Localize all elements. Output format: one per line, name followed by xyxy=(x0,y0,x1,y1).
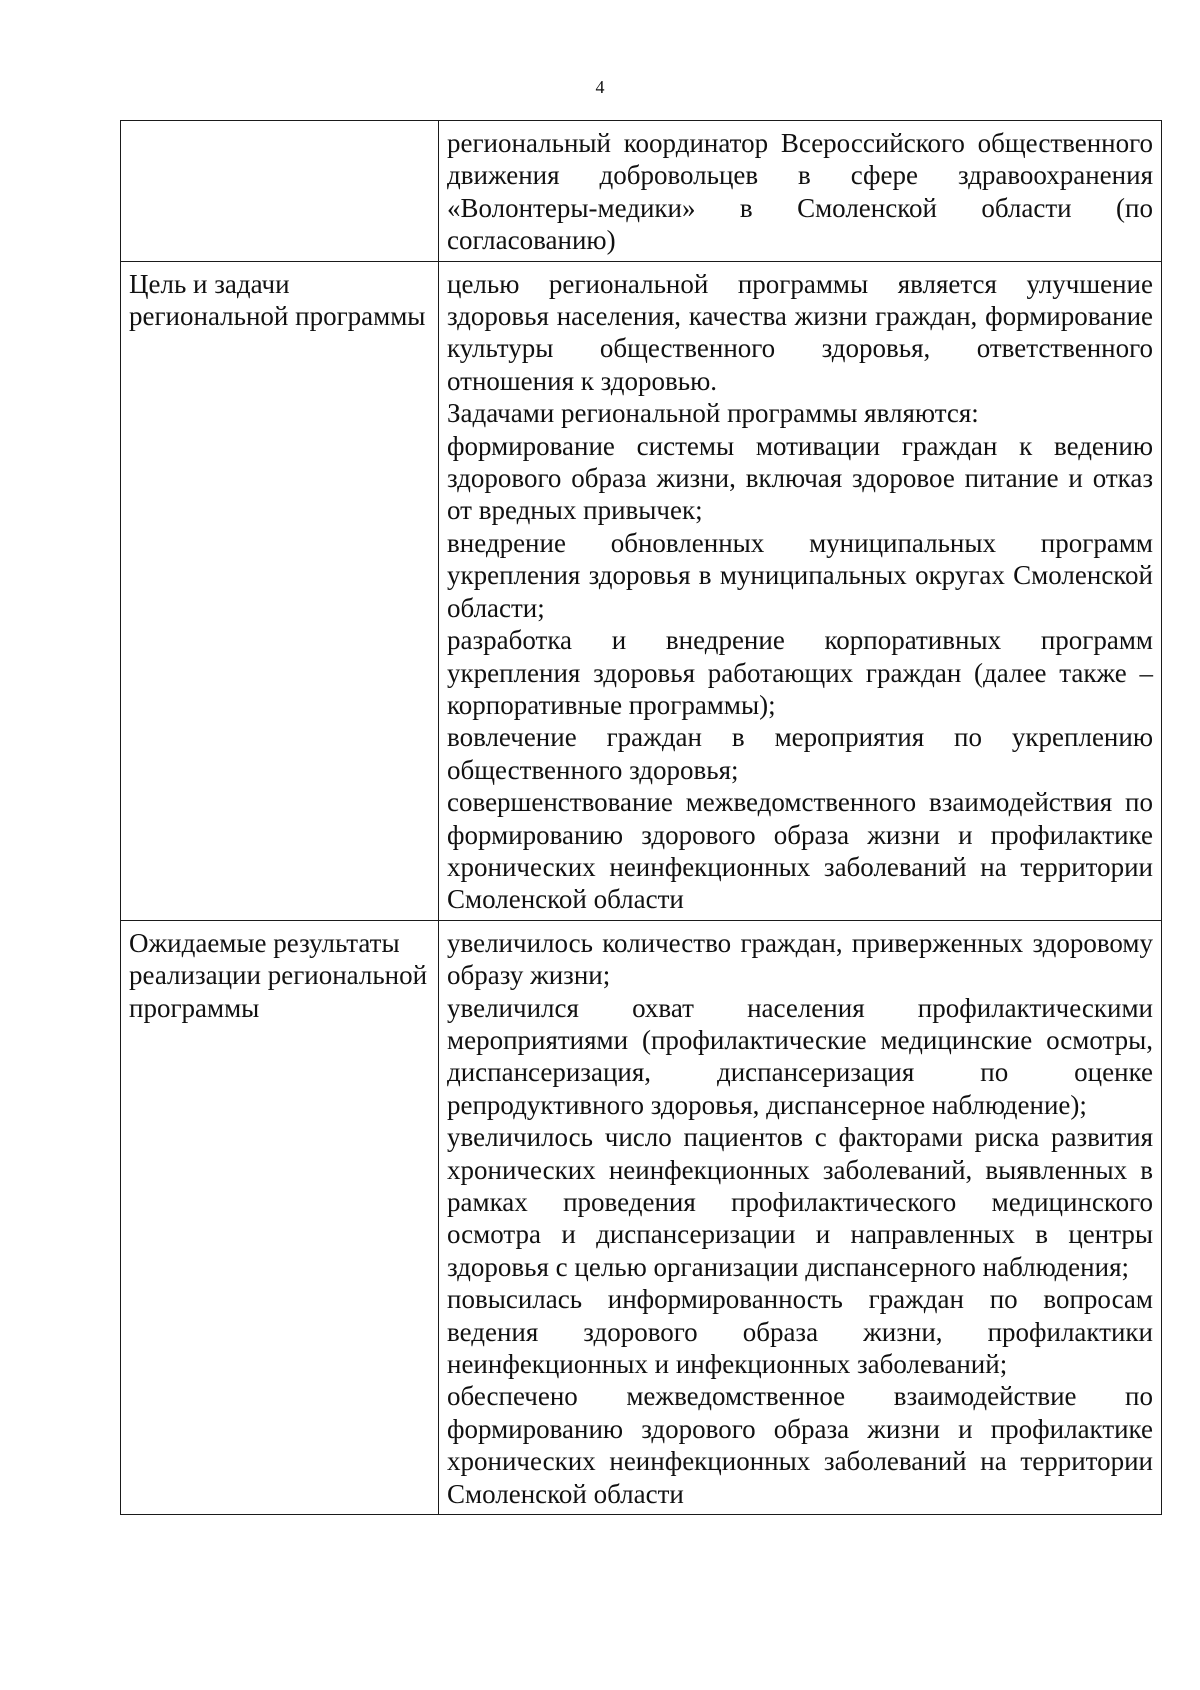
task-item: внедрение обновленных муниципальных программ укрепления здоровья в муниципальных округах Смоленской области; xyxy=(447,527,1153,623)
row-label-results: Ожидаемые результаты реализации региональной программы xyxy=(121,920,439,1514)
task-item: разработка и внедрение корпоративных программ укрепления здоровья работающих граждан (далее также – корпоративные программы); xyxy=(447,625,1153,720)
result-item: увеличилось число пациентов с факторами риска развития хронических неинфекционных заболеваний, выявленных в рамках проведения профилактического медицинского осмотра и диспансеризации и направленных в центры здоровья с целью организации диспансерного наблюдения; xyxy=(447,1122,1153,1282)
task-item: вовлечение граждан в мероприятия по укреплению общественного здоровья; xyxy=(447,722,1153,785)
table-row xyxy=(121,121,1162,262)
task-item: совершенствование межведомственного взаимодействия по формированию здорового образа жизни и профилактике хронических неинфекционных заболеваний на территории Смоленской области xyxy=(447,787,1153,915)
table-row xyxy=(121,920,1162,1514)
row-content-results xyxy=(439,920,1162,1514)
task-item: формирование системы мотивации граждан к ведению здорового образа жизни, включая здоровое питание и отказ от вредных привычек; xyxy=(447,430,1153,526)
page-number: 4 xyxy=(595,77,605,97)
row-content xyxy=(439,121,1162,262)
result-item: обеспечено межведомственное взаимодействие по формированию здорового образа жизни и профилактике хронических неинфекционных заболеваний на территории Смоленской области xyxy=(447,1381,1153,1509)
goal-paragraph: целью региональной программы является улучшение здоровья населения, качества жизни граждан, формирование культуры общественного здоровья, ответственного отношения к здоровью. xyxy=(447,268,1153,396)
row-content-goals xyxy=(439,261,1162,920)
result-item: повысилась информированность граждан по вопросам ведения здорового образа жизни, профилактики неинфекционных и инфекционных заболеваний; xyxy=(447,1284,1153,1380)
result-item: увеличился охват населения профилактическими мероприятиями (профилактические медицинские осмотры, диспансеризация, диспансеризация по оценке репродуктивного здоровья, диспансерное наблюдение); xyxy=(447,992,1153,1120)
tasks-heading: Задачами региональной программы являются: xyxy=(447,398,979,429)
row-label-goals: Цель и задачи региональной программы xyxy=(121,261,439,920)
result-item: увеличилось количество граждан, приверженных здоровому образу жизни; xyxy=(447,927,1153,991)
coordinator-paragraph: региональный координатор Всероссийского общественного движения добровольцев в сфере здравоохранения «Волонтеры-медики» в Смоленской области (по согласованию) xyxy=(447,128,1153,256)
table-row xyxy=(121,261,1162,920)
program-passport-table xyxy=(120,120,1162,1515)
row-label xyxy=(121,121,439,262)
